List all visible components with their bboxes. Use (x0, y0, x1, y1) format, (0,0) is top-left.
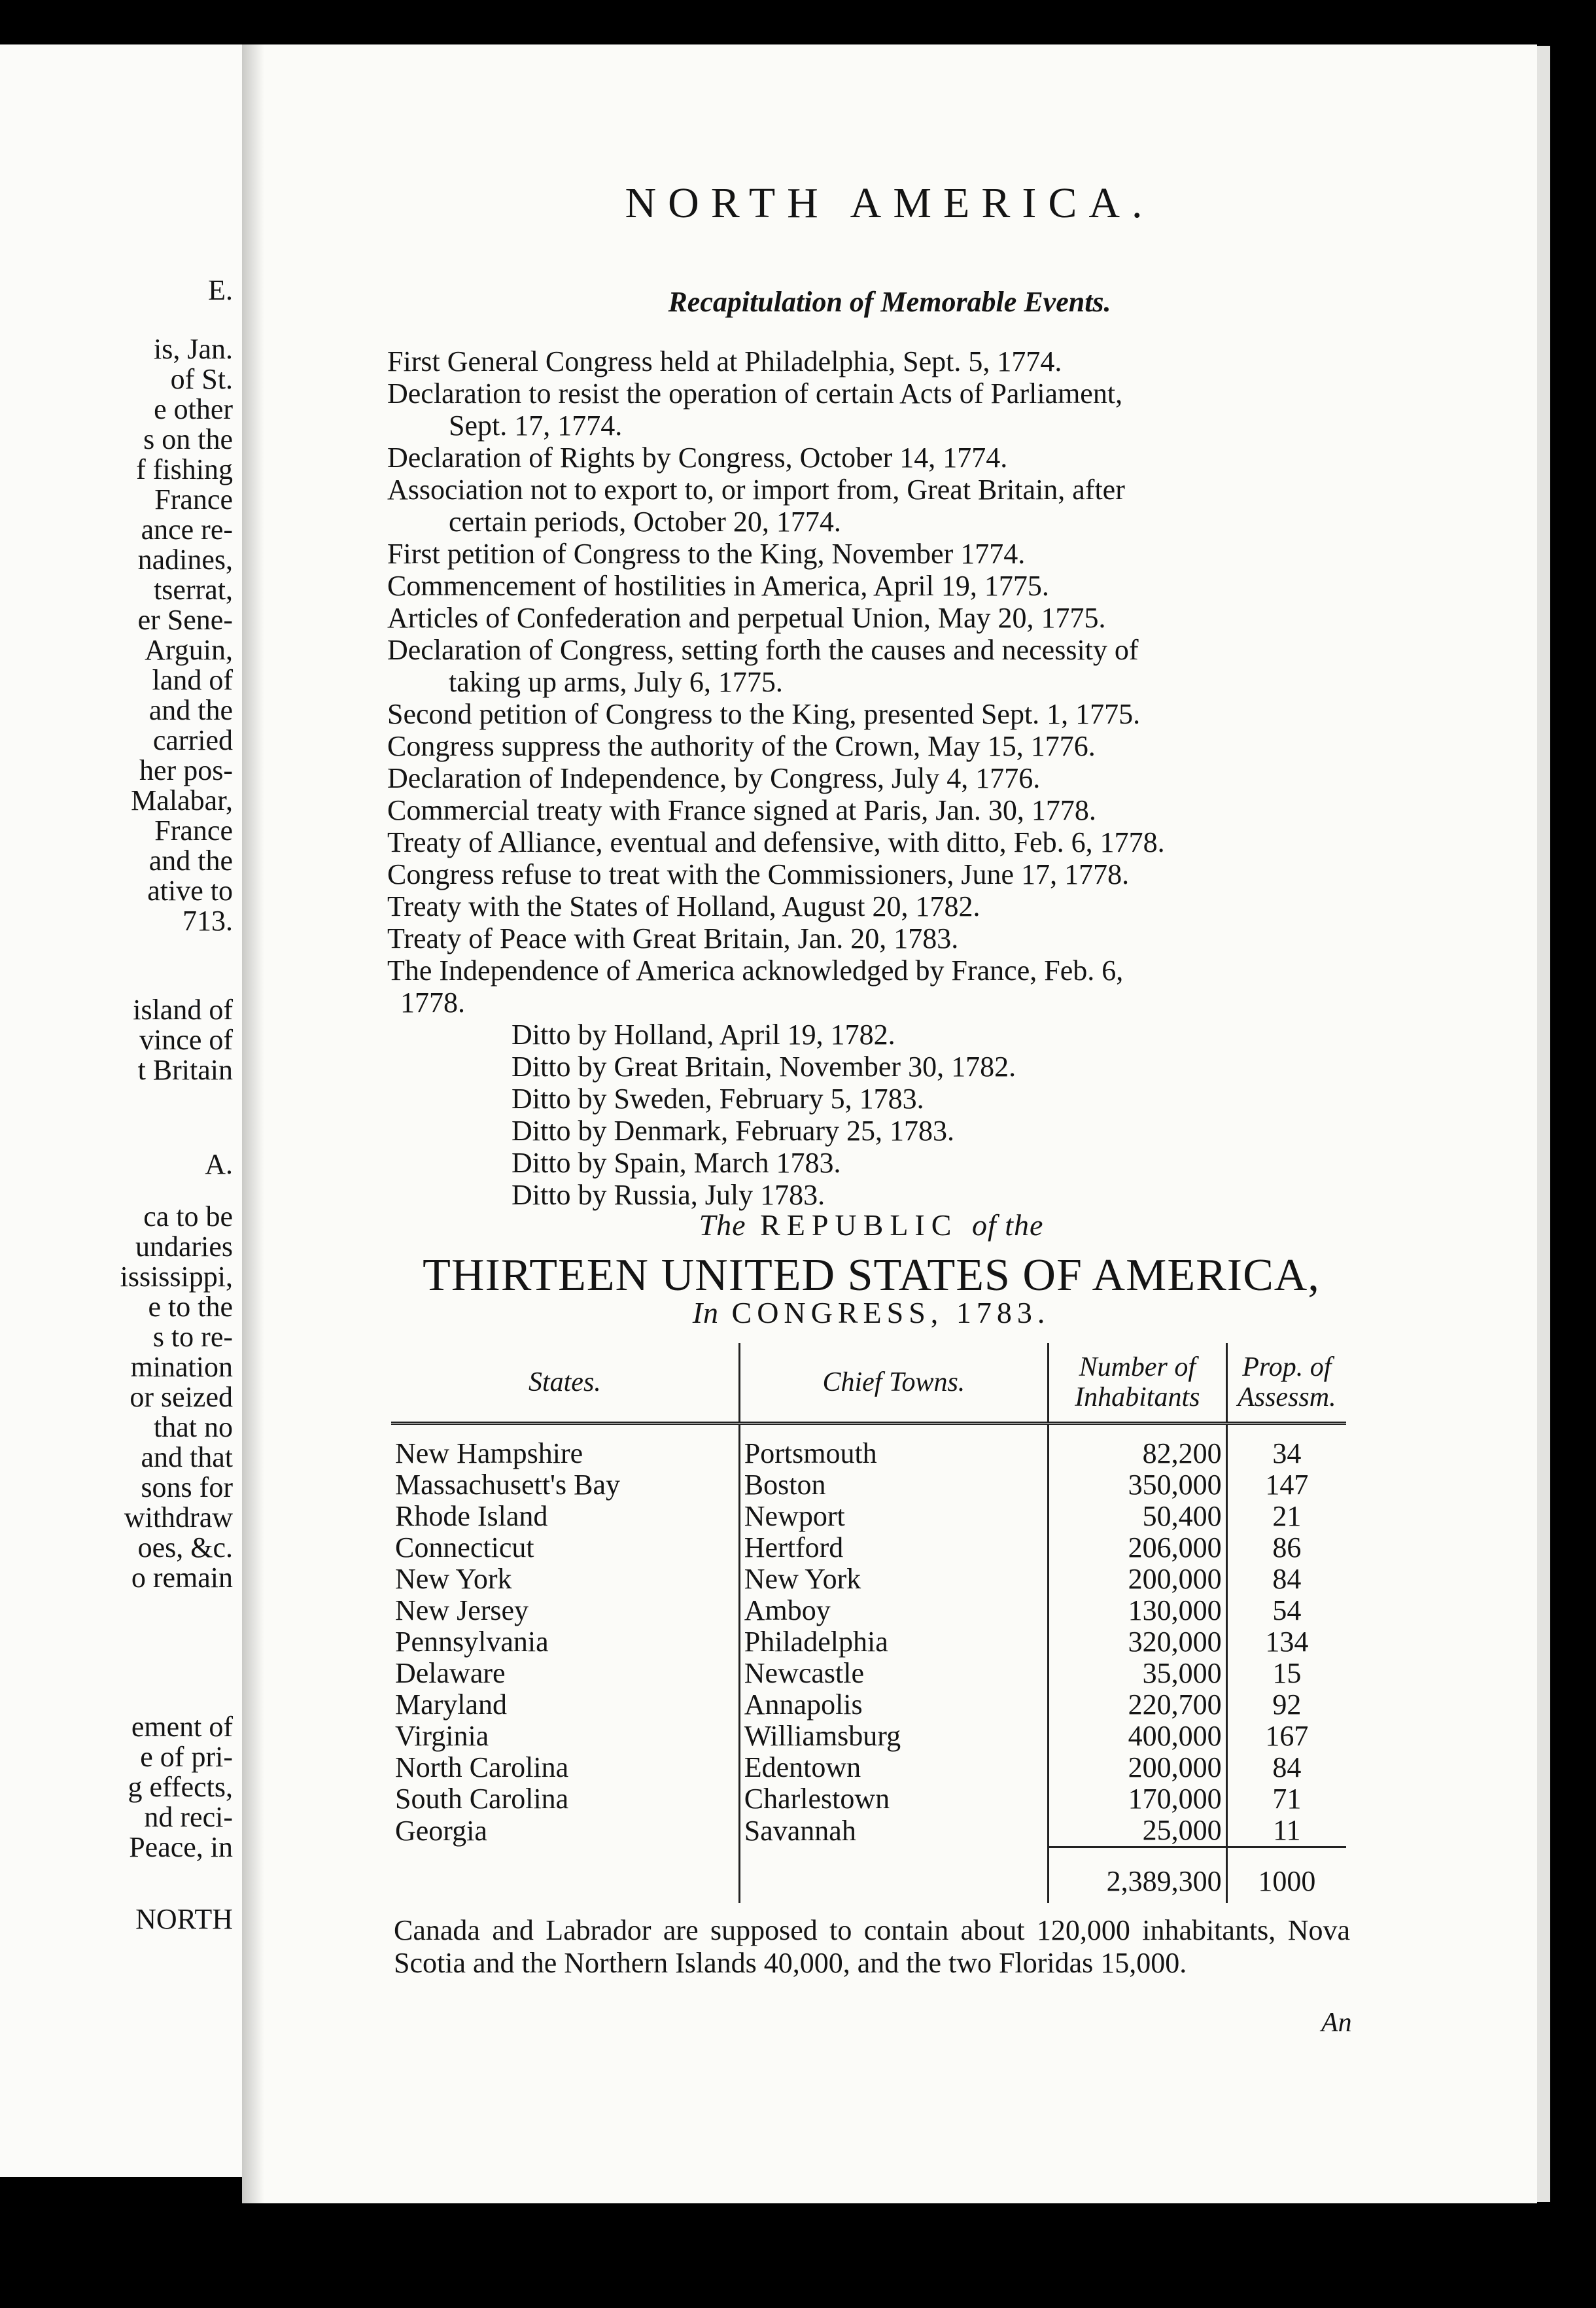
header-inhabitants: Number of Inhabitants (1049, 1343, 1227, 1424)
left-page-line: that no (154, 1411, 233, 1443)
event-line: Ditto by Great Britain, November 30, 1782. (512, 1051, 1016, 1083)
town-cell: Edentown (739, 1752, 1048, 1783)
left-page-line: undaries (135, 1231, 233, 1263)
inhabitants-cell: 50,400 (1049, 1501, 1227, 1532)
left-page-line: land of (152, 664, 233, 696)
assessment-cell: 84 (1226, 1752, 1346, 1783)
state-cell: Maryland (395, 1688, 508, 1721)
event-line: Declaration to resist the operation of certain Acts of Parliament, (387, 377, 1123, 410)
header-assessment: Prop. of Assessm. (1226, 1343, 1346, 1424)
assessment-cell: 34 (1226, 1438, 1346, 1469)
event-line: Treaty of Alliance, eventual and defensive, with ditto, Feb. 6, 1778. (387, 826, 1165, 858)
event-line: Declaration of Rights by Congress, October 14, 1774. (387, 442, 1008, 474)
left-page-line: ement of (131, 1711, 233, 1743)
state-cell: Delaware (395, 1657, 506, 1689)
table-row (391, 1501, 1346, 1532)
event-line: Articles of Confederation and perpetual Union, May 20, 1775. (387, 602, 1106, 634)
table-row (391, 1752, 1346, 1783)
event-line: The Independence of America acknowledged by France, Feb. 6, (387, 954, 1124, 987)
table-total-row (391, 1847, 1346, 1904)
left-page-line: ance re- (141, 514, 233, 546)
header-states: States. (391, 1343, 739, 1424)
left-page-line: s to re- (152, 1321, 233, 1353)
town-cell: Philadelphia (739, 1626, 1048, 1658)
left-page-line: Malabar, (131, 784, 233, 816)
catchword: An (1321, 2008, 1352, 2038)
left-page (0, 44, 242, 2177)
left-page-line: Arguin, (145, 634, 233, 666)
town-cell: Charlestown (739, 1783, 1048, 1815)
assessment-cell: 167 (1226, 1721, 1346, 1752)
event-line: First petition of Congress to the King, November 1774. (387, 538, 1026, 570)
page-subtitle: Recapitulation of Memorable Events. (668, 286, 1111, 318)
event-line: certain periods, October 20, 1774. (449, 506, 841, 538)
page-content (242, 44, 1537, 2203)
left-page-line: ative to (147, 875, 233, 907)
events-list (387, 345, 1329, 1211)
left-page-line: tserrat, (154, 574, 233, 606)
event-line: Treaty with the States of Holland, August 20, 1782. (387, 890, 980, 922)
assessment-cell: 134 (1226, 1626, 1346, 1658)
left-page-line: e of pri- (140, 1741, 233, 1773)
state-cell: New Hampshire (395, 1437, 583, 1469)
event-line: Congress refuse to treat with the Commissioners, June 17, 1778. (387, 858, 1130, 890)
state-cell: Pennsylvania (395, 1626, 549, 1658)
total-empty-cell (739, 1847, 1048, 1904)
state-cell: Virginia (395, 1720, 489, 1752)
total-inhabitants: 2,389,300 (1049, 1847, 1227, 1904)
left-page-line: A. (205, 1148, 233, 1180)
town-cell: Newcastle (739, 1658, 1048, 1689)
inhabitants-cell: 400,000 (1049, 1721, 1227, 1752)
table-row (391, 1532, 1346, 1564)
town-cell: Savannah (739, 1815, 1048, 1847)
table-row (391, 1658, 1346, 1689)
left-page-line: France (154, 814, 233, 847)
assessment-cell: 71 (1226, 1783, 1346, 1815)
left-page-line: oes, &c. (137, 1531, 233, 1564)
left-page-line: NORTH (135, 1903, 233, 1935)
table-spacer-row (391, 1424, 1346, 1439)
left-page-line: o remain (131, 1562, 233, 1594)
congress-word: CONGRESS, (731, 1296, 944, 1329)
left-page-line: sons for (141, 1471, 233, 1503)
republic-the: The (699, 1208, 746, 1242)
left-page-line: island of (133, 994, 233, 1026)
total-empty-cell (391, 1847, 739, 1904)
assessment-cell: 84 (1226, 1564, 1346, 1595)
event-line: Association not to export to, or import from, Great Britain, after (387, 474, 1125, 506)
event-line: Declaration of Congress, setting forth the causes and necessity of (387, 634, 1139, 666)
inhabitants-cell: 200,000 (1049, 1752, 1227, 1783)
left-page-line: e to the (148, 1291, 233, 1323)
left-page-line: t Britain (137, 1054, 233, 1086)
state-cell: New York (395, 1563, 512, 1595)
table-row (391, 1438, 1346, 1469)
event-line: Ditto by Spain, March 1783. (512, 1147, 841, 1179)
republic-word: REPUBLIC (760, 1208, 958, 1242)
congress-year: 1783. (956, 1296, 1050, 1329)
event-line: Second petition of Congress to the King, presented Sept. 1, 1775. (387, 698, 1141, 730)
event-line: 1778. (400, 987, 465, 1019)
inhabitants-cell: 320,000 (1049, 1626, 1227, 1658)
total-assessment: 1000 (1226, 1847, 1346, 1904)
left-page-line: or seized (130, 1381, 233, 1413)
left-page-line: ississippi, (120, 1261, 233, 1293)
left-page-line: nd reci- (144, 1801, 233, 1833)
table-body (391, 1424, 1346, 1904)
state-cell: Georgia (395, 1814, 487, 1847)
town-cell: Hertford (739, 1532, 1048, 1564)
left-page-line: ca to be (143, 1200, 233, 1233)
table-row (391, 1815, 1346, 1847)
town-cell: Amboy (739, 1595, 1048, 1626)
left-page-line: of St. (170, 363, 233, 395)
left-page-line: and the (148, 845, 233, 877)
congress-line (387, 1295, 1355, 1330)
inhabitants-cell: 206,000 (1049, 1532, 1227, 1564)
left-page-line: e other (154, 393, 233, 425)
state-cell: North Carolina (395, 1751, 569, 1783)
event-line: taking up arms, July 6, 1775. (449, 666, 783, 698)
left-page-line: her pos- (139, 754, 233, 786)
town-cell: Portsmouth (739, 1438, 1048, 1469)
town-cell: New York (739, 1564, 1048, 1595)
assessment-cell: 86 (1226, 1532, 1346, 1564)
table-row (391, 1689, 1346, 1721)
inhabitants-cell: 25,000 (1049, 1815, 1227, 1847)
left-page-line: carried (152, 724, 233, 756)
left-page-line: Peace, in (129, 1831, 233, 1863)
table-row (391, 1721, 1346, 1752)
town-cell: Williamsburg (739, 1721, 1048, 1752)
left-page-line: is, Jan. (154, 333, 233, 365)
assessment-cell: 21 (1226, 1501, 1346, 1532)
inhabitants-cell: 82,200 (1049, 1438, 1227, 1469)
event-line: Ditto by Holland, April 19, 1782. (512, 1019, 895, 1051)
page-title: NORTH AMERICA. (625, 179, 1154, 227)
left-page-line: withdraw (124, 1501, 233, 1533)
event-line: Ditto by Russia, July 1783. (512, 1179, 825, 1211)
congress-in: In (692, 1296, 720, 1329)
event-line: Treaty of Peace with Great Britain, Jan. 20, 1783. (387, 922, 959, 954)
state-cell: Connecticut (395, 1531, 534, 1564)
left-page-line: f fishing (136, 453, 233, 485)
right-page (242, 44, 1537, 2203)
left-page-line: 713. (182, 905, 233, 937)
town-cell: Newport (739, 1501, 1048, 1532)
assessment-cell: 147 (1226, 1469, 1346, 1501)
left-page-line: vince of (139, 1024, 233, 1056)
state-cell: Rhode Island (395, 1500, 548, 1532)
inhabitants-cell: 200,000 (1049, 1564, 1227, 1595)
left-page-line: and the (148, 694, 233, 726)
left-page-line: France (154, 483, 233, 516)
republic-heading (387, 1208, 1355, 1242)
left-page-line: E. (208, 274, 233, 306)
assessment-cell: 92 (1226, 1689, 1346, 1721)
table-row (391, 1595, 1346, 1626)
event-line: Ditto by Denmark, February 25, 1783. (512, 1115, 954, 1147)
left-page-line: and that (141, 1441, 233, 1473)
event-line: Declaration of Independence, by Congress, July 4, 1776. (387, 762, 1041, 794)
town-cell: Annapolis (739, 1689, 1048, 1721)
state-cell: New Jersey (395, 1594, 529, 1626)
inhabitants-cell: 170,000 (1049, 1783, 1227, 1815)
left-page-line: g effects, (128, 1771, 233, 1803)
inhabitants-cell: 220,700 (1049, 1689, 1227, 1721)
republic-of-the: of the (971, 1208, 1044, 1242)
table-row (391, 1469, 1346, 1501)
event-line: Congress suppress the authority of the Crown, May 15, 1776. (387, 730, 1096, 762)
event-line: Commercial treaty with France signed at Paris, Jan. 30, 1778. (387, 794, 1096, 826)
states-table (391, 1343, 1346, 1903)
left-page-line: nadines, (137, 544, 233, 576)
table-header-row (391, 1343, 1346, 1424)
table-row (391, 1626, 1346, 1658)
assessment-cell: 54 (1226, 1595, 1346, 1626)
inhabitants-cell: 35,000 (1049, 1658, 1227, 1689)
table-row (391, 1783, 1346, 1815)
table-row (391, 1564, 1346, 1595)
header-chief-towns: Chief Towns. (739, 1343, 1048, 1424)
assessment-cell: 15 (1226, 1658, 1346, 1689)
event-line: Ditto by Sweden, February 5, 1783. (512, 1083, 924, 1115)
event-line: Sept. 17, 1774. (449, 410, 623, 442)
closing-paragraph: Canada and Labrador are supposed to contain about 120,000 inhabitants, Nova Scotia and the Northern Islands 40,000, and the two Floridas 15,000. (394, 1914, 1350, 1979)
state-cell: South Carolina (395, 1783, 569, 1815)
inhabitants-cell: 130,000 (1049, 1595, 1227, 1626)
event-line: First General Congress held at Philadelphia, Sept. 5, 1774. (387, 345, 1062, 377)
assessment-cell: 11 (1226, 1815, 1346, 1847)
left-page-line: s on the (143, 423, 233, 455)
page-edge (1537, 46, 1550, 2202)
event-line: Commencement of hostilities in America, April 19, 1775. (387, 570, 1049, 602)
states-title: THIRTEEN UNITED STATES OF AMERICA, (423, 1250, 1320, 1301)
state-cell: Massachusett's Bay (395, 1469, 620, 1501)
left-page-line: mination (130, 1351, 233, 1383)
left-page-line: er Sene- (137, 604, 233, 636)
town-cell: Boston (739, 1469, 1048, 1501)
inhabitants-cell: 350,000 (1049, 1469, 1227, 1501)
